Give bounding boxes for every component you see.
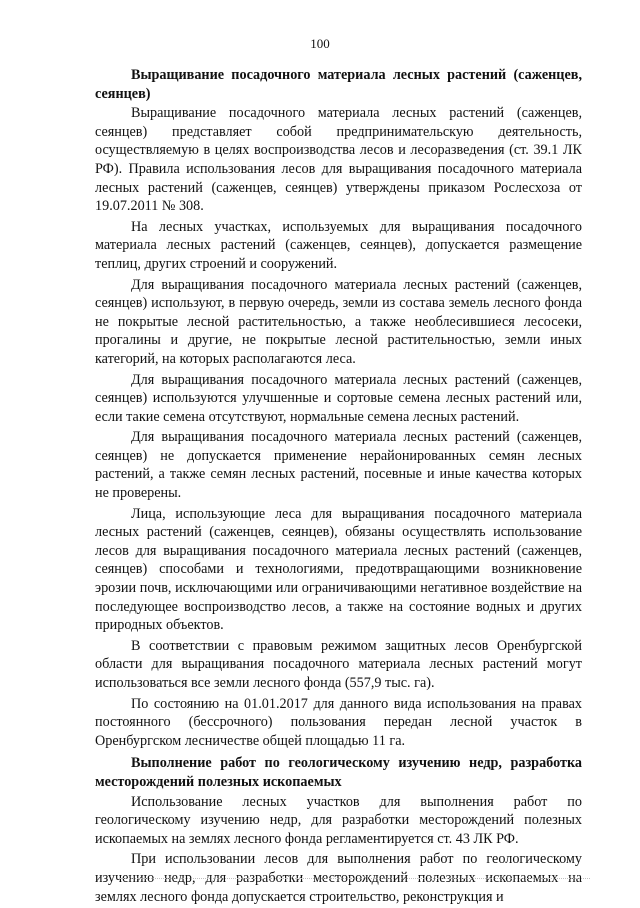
page-number: 100 [310,36,330,51]
paragraph: В соответствии с правовым режимом защитных лесов Оренбургской области для выращивания посадочного материала лесных растений могут использоваться все земли лесного фонда (557,9 тыс. га). [95,637,582,691]
paragraph: Для выращивания посадочного материала лесных растений (саженцев, сеянцев) используют, в первую очередь, земли из состава земель лесного фонда не покрытые лесной растительностью, а также необлесившиеся лесосеки, прогалины и другие, не покрытые лесной растительностью, земли иных категорий, на которых располагаются леса. [95,276,582,367]
scan-edge-artifact [120,878,590,880]
paragraph: Лица, использующие леса для выращивания посадочного материала лесных растений (саженцев, сеянцев), обязаны осуществлять использование лесов для выращивания посадочного материала лесных растений (саженцев, сеянцев) способами и технологиями, предотвращающими возникновение эрозии почв, исключающими или ограничивающими негативное воздействие на последующее воспроизводство лесов, а также на состояние водных и других природных объектов. [95,505,582,634]
paragraph: На лесных участках, используемых для выращивания посадочного материала лесных растений (саженцев, сеянцев), допускается размещение теплиц, других строений и сооружений. [95,218,582,272]
paragraph: По состоянию на 01.01.2017 для данного вида использования на правах постоянного (бессрочного) пользования передан лесной участок в Оренбургском лесничестве общей площадью 11 га. [95,695,582,749]
paragraph: Для выращивания посадочного материала лесных растений (саженцев, сеянцев) не допускается применение нерайонированных семян лесных растений, а также семян лесных растений, посевные и иные качества которых не проверены. [95,429,582,502]
paragraph: Использование лесных участков для выполнения работ по геологическому изучению недр, для разработки месторождений полезных ископаемых на землях лесного фонда регламентируется ст. 43 ЛК РФ. [95,793,582,847]
section-heading: Выполнение работ по геологическому изучению недр, разработка месторождений полезных ископаемых [95,755,582,790]
section-heading: Выращивание посадочного материала лесных растений (саженцев, сеянцев) [95,67,582,102]
paragraph: При использовании лесов для выполнения работ по геологическому изучению недр, для разработки месторождений полезных ископаемых на землях лесного фонда допускается строительство, реконструкция и [95,851,582,905]
page-content [95,62,582,908]
paragraph: Для выращивания посадочного материала лесных растений (саженцев, сеянцев) используются улучшенные и сортовые семена лесных растений или, если такие семена отсутствуют, нормальные семена лесных растений. [95,371,582,425]
paragraph: Выращивание посадочного материала лесных растений (саженцев, сеянцев) представляет собой предпринимательскую деятельность, осуществляемую в целях воспроизводства лесов и лесоразведения (ст. 39.1 ЛК РФ). Правила использования лесов для выращивания посадочного материала лесных растений (саженцев, сеянцев) утверждены приказом Рослесхоза от 19.07.2011 № 308. [95,105,582,215]
